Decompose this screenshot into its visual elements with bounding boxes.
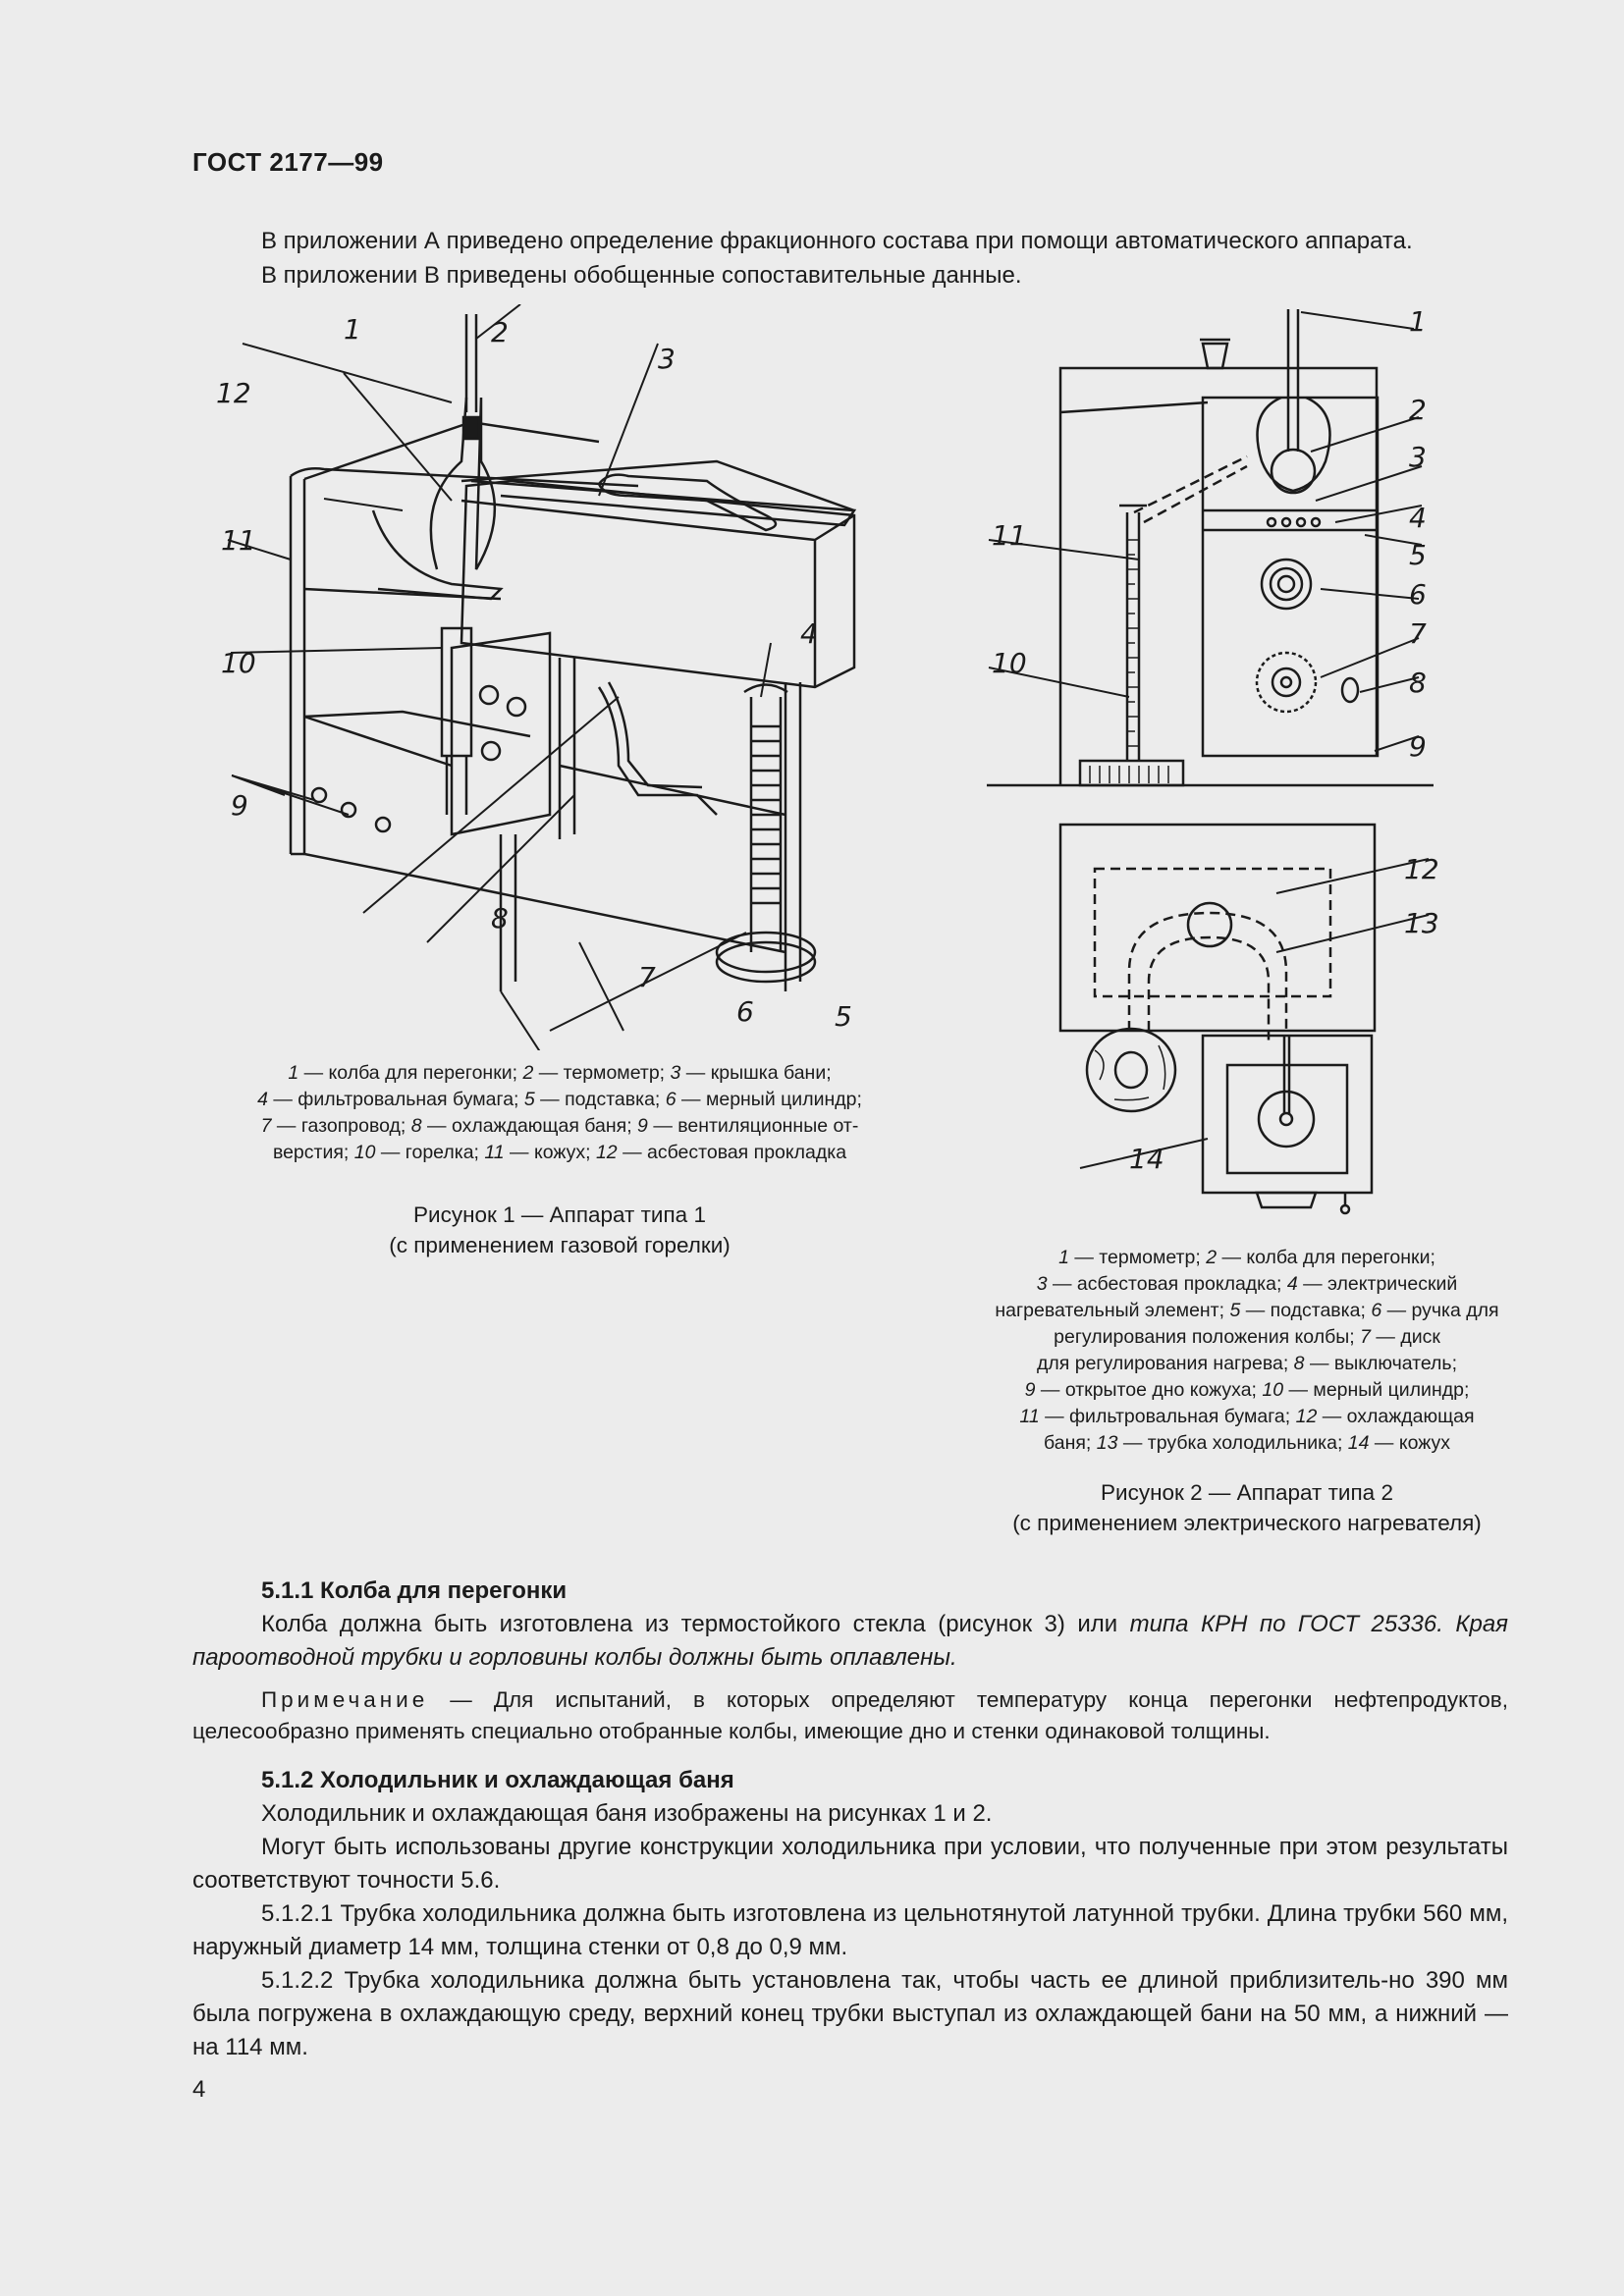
figure-2-subtitle: (с применением электрического нагревателя) [1012,1511,1482,1535]
fig2-label-9: 9 [1409,730,1427,763]
intro-text [192,224,1508,293]
fig2-label-5: 5 [1409,539,1427,571]
fig2-label-14: 14 [1129,1143,1164,1175]
section-5-1-1-title: 5.1.1 Колба для перегонки [261,1577,568,1604]
fig2-leg-item: 9 — открытое дно кожуха; 10 — мерный цилиндр; [1024,1379,1470,1401]
fig1-leg-item: верстия; 10 — горелка; 11 — кожух; 12 — асбестовая прокладка [272,1142,847,1163]
figure-1-caption [196,1200,923,1260]
fig2-leg-item: нагревательный элемент; 5 — подставка; 6 — ручка для [995,1300,1499,1321]
fig2-label-7: 7 [1409,617,1427,650]
fig2-label-10: 10 [992,647,1027,679]
fig2-leg-item: 1 — термометр; 2 — колба для перегонки; [1058,1247,1435,1268]
figure-1-legend [196,1060,923,1166]
figure-1-drawing [206,304,913,1050]
note-label: Примечание [261,1687,429,1712]
fig1-leg-item: 7 — газопровод; 8 — охлаждающая баня; 9 — вентиляционные от- [260,1115,859,1137]
fig2-leg-item: регулирования положения колбы; 7 — диск [1054,1326,1440,1348]
fig1-label-5: 5 [835,1000,852,1033]
document-code-header: ГОСТ 2177—99 [192,147,384,177]
figure-1-title: Рисунок 1 — Аппарат типа 1 [413,1202,706,1227]
fig2-label-13: 13 [1404,907,1439,939]
fig2-leg-item: для регулирования нагрева; 8 — выключатель; [1036,1353,1458,1374]
figure-2-title: Рисунок 2 — Аппарат типа 2 [1101,1480,1393,1505]
fig1-label-2: 2 [491,316,509,348]
intro-paragraph-2: В приложении В приведены обобщенные сопоставительные данные. [261,262,1022,289]
page-number: 4 [192,2076,206,2103]
section-5-1-2-title: 5.1.2 Холодильник и охлаждающая баня [261,1767,734,1793]
fig2-label-1: 1 [1409,305,1427,338]
fig2-leg-item: 3 — асбестовая прокладка; 4 — электрический [1036,1273,1458,1295]
fig2-leg-item: баня; 13 — трубка холодильника; 14 — кожух [1044,1432,1450,1454]
section-5-1-1-note: Примечание — Для испытаний, в которых определяют температуру конца перегонки нефтепродуктов, целесообразно применять специально отобранные колбы, имеющие дно и стенки одинаковой толщины. [192,1687,1508,1743]
fig1-leg-item: 1 — колба для перегонки; 2 — термометр; 3 — крышка бани; [288,1062,832,1084]
figure-2-legend [903,1245,1591,1457]
fig1-leg-item: 4 — фильтровальная бумага; 5 — подставка; 6 — мерный цилиндр; [257,1089,862,1110]
fig1-label-3: 3 [658,343,676,375]
fig1-label-8: 8 [491,902,509,934]
fig2-label-11: 11 [992,519,1027,552]
fig2-label-6: 6 [1409,578,1427,611]
section-5-1-2-paragraph-1: Холодильник и охлаждающая баня изображены на рисунках 1 и 2. [261,1800,993,1827]
fig2-label-12: 12 [1404,853,1439,885]
fig1-label-11: 11 [221,524,256,557]
section-5-1-1 [192,1575,1508,1747]
figure-2-caption [903,1477,1591,1538]
section-5-1-2 [192,1764,1508,2064]
fig2-label-8: 8 [1409,667,1427,699]
intro-paragraph-1: В приложении А приведено определение фракционного состава при помощи автоматического аппарата. [261,228,1413,254]
fig1-label-12: 12 [216,377,251,409]
figure-2-drawing [982,304,1473,1247]
fig1-label-10: 10 [221,647,256,679]
fig1-label-7: 7 [638,961,656,993]
fig2-leg-item: 11 — фильтровальная бумага; 12 — охлаждающая [1019,1406,1475,1427]
section-5-1-2-2-paragraph: 5.1.2.2 Трубка холодильника должна быть установлена так, чтобы часть ее длиной приблизитель-но 390 мм была погружена в охлаждающую среду, верхний конец трубки выступал из охлаждающей бани на 50 мм, а нижний — на 114 мм. [192,1967,1508,2060]
section-5-1-2-1-paragraph: 5.1.2.1 Трубка холодильника должна быть изготовлена из цельнотянутой латунной трубки. Длина трубки 560 мм, наружный диаметр 14 мм, толщина стенки от 0,8 до 0,9 мм. [192,1900,1508,1960]
section-5-1-2-paragraph-2: Могут быть использованы другие конструкции холодильника при условии, что полученные при этом результаты соответствуют точности 5.6. [192,1834,1508,1894]
fig1-label-9: 9 [231,789,248,822]
fig2-label-2: 2 [1409,394,1427,426]
fig1-label-6: 6 [736,995,754,1028]
fig1-label-1: 1 [344,313,361,346]
figure-1-subtitle: (с применением газовой горелки) [389,1233,731,1257]
fig2-label-4: 4 [1409,502,1427,534]
fig1-label-4: 4 [800,617,818,650]
fig2-label-3: 3 [1409,441,1427,473]
section-5-1-1-paragraph: Колба должна быть изготовлена из термостойкого стекла (рисунок 3) или типа КРН по ГОСТ 25336. Края пароотводной трубки и горловины колбы должны быть оплавлены. [192,1611,1508,1671]
